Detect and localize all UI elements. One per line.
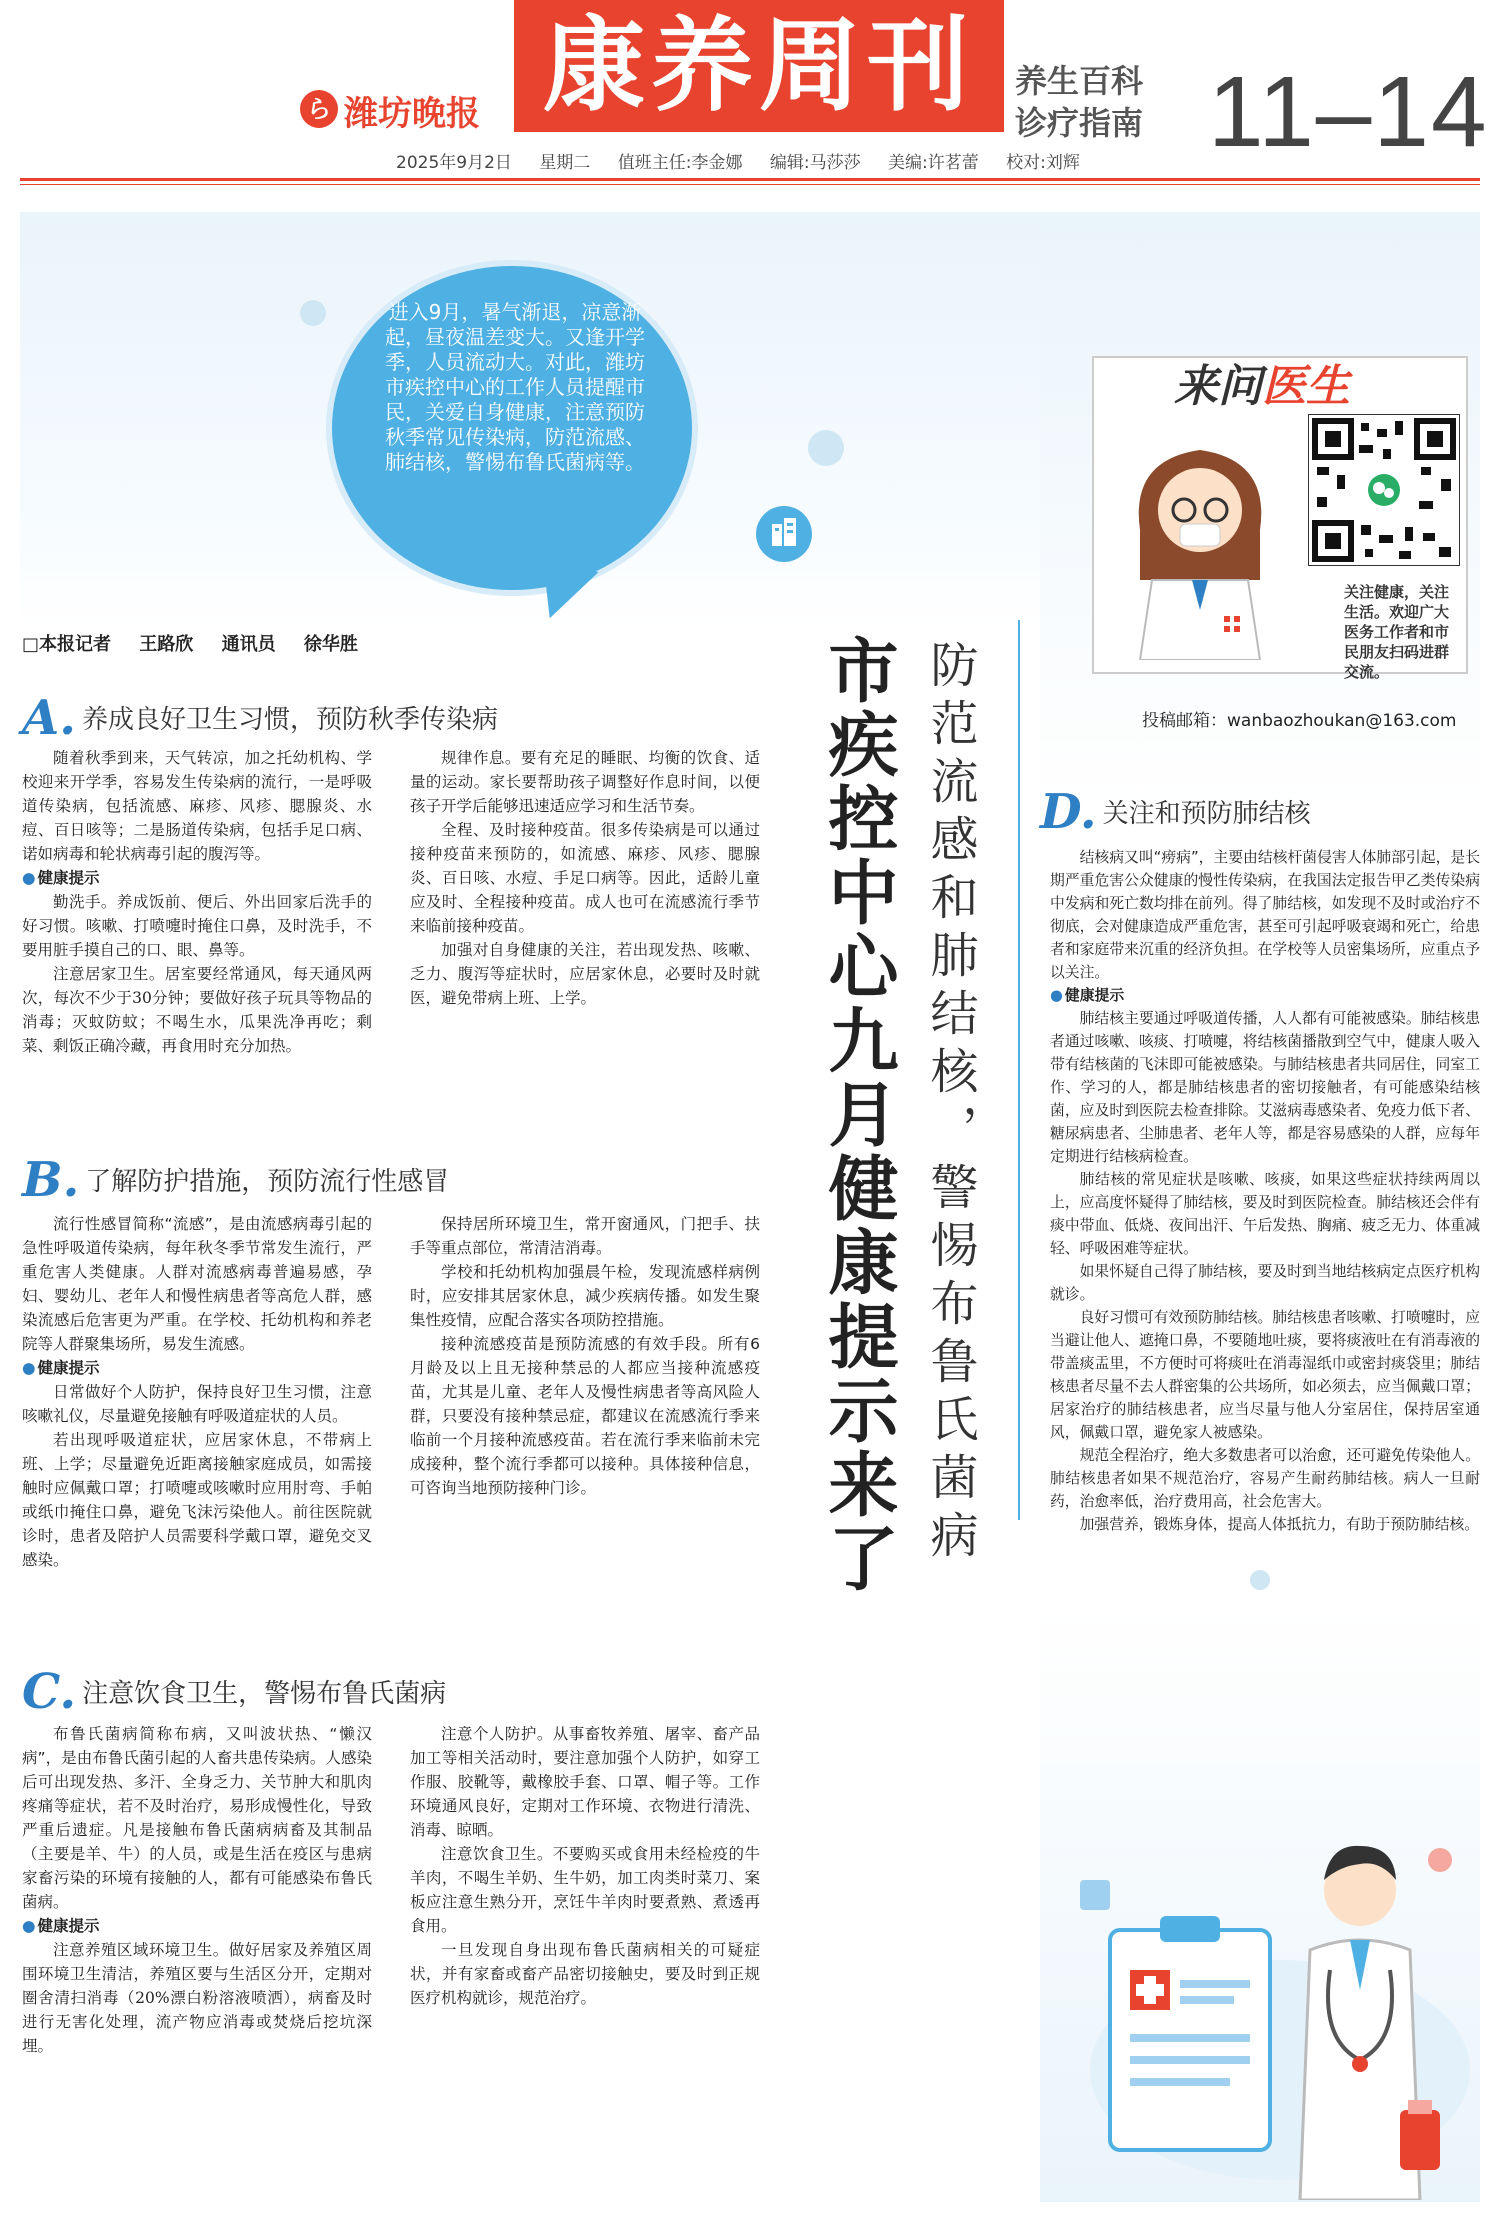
section-c-p5: 一旦发现自身出现布鲁氏菌病相关的可疑症状，并有家畜或畜产品密切接触史，要及时到正规医疗机构就诊，规范治疗。 xyxy=(410,1941,760,2007)
submission-email: 投稿邮箱：wanbaozhoukan@163.com xyxy=(1142,711,1457,731)
section-a-col-1 xyxy=(22,746,372,1058)
section-b-p4: 保持居所环境卫生，常开窗通风，门把手、扶手等重点部位，常清洁消毒。 xyxy=(410,1215,760,1257)
section-b-col-1 xyxy=(22,1212,372,1572)
byline-correspondent-name: 徐华胜 xyxy=(303,634,358,655)
section-d-heading xyxy=(1040,784,1311,840)
masthead-rule-thin xyxy=(20,184,1480,185)
editor: 编辑:马莎莎 xyxy=(769,153,861,173)
section-c-letter: C. xyxy=(22,1664,77,1720)
section-b-p5: 学校和托幼机构加强晨午检，发现流感样病例时，应安排其居家休息，减少疾病传播。如发生聚集性疫情，应配合落实各项防控措施。 xyxy=(410,1263,760,1329)
qr-code[interactable] xyxy=(1308,414,1460,566)
editor-on-duty: 值班主任:李金娜 xyxy=(617,153,743,173)
issue-date: 2025年9月2日 xyxy=(396,153,512,173)
section-b-tip: ● 健康提示 xyxy=(22,1356,372,1380)
masthead-rule xyxy=(20,178,1480,181)
section-c-col-2 xyxy=(410,1722,760,2010)
building-icon xyxy=(756,506,812,562)
byline-reporter-name: 王路欣 xyxy=(139,634,194,655)
section-c-title: 注意饮食卫生，警惕布鲁氏菌病 xyxy=(82,1679,447,1709)
section-a-p3: 注意居家卫生。居室要经常通风，每天通风两次，每次不少于30分钟；要做好孩子玩具等物品的消毒；灭蚊防蚊；不喝生水，瓜果洗净再吃；剩菜、剩饭正确冷藏，再食用时充分加热。 xyxy=(22,965,372,1055)
section-b-p3: 若出现呼吸道症状，应居家休息，不带病上班、上学；尽量避免近距离接触家庭成员，如需接触时应佩戴口罩；打喷嚏或咳嗽时应用肘弯、手帕或纸巾掩住口鼻，避免飞沫污染他人。前往医院就诊时，患者及陪护人员需要科学戴口罩，避免交叉感染。 xyxy=(22,1431,372,1569)
section-c-tip: ● 健康提示 xyxy=(22,1914,372,1938)
section-b-col-2 xyxy=(410,1212,760,1500)
headline-main: 市疾控中心九月健康提示来了 xyxy=(817,634,899,1596)
section-d-col xyxy=(1050,846,1480,1536)
newspaper-logo xyxy=(300,82,540,132)
masthead-subtitle-1: 养生百科 xyxy=(1015,62,1144,100)
section-b-heading xyxy=(22,1152,449,1208)
section-a-p4: 规律作息。要有充足的睡眠、均衡的饮食、适量的运动。家长要帮助孩子调整好作息时间，以便孩子开学后能够迅速适应学习和生活节奏。 xyxy=(410,749,760,815)
section-a-title: 养成良好卫生习惯，预防秋季传染病 xyxy=(81,705,498,735)
section-d-p1: 结核病又叫“痨病”，主要由结核杆菌侵害人体肺部引起，是长期严重危害公众健康的慢性传染病，在我国法定报告甲乙类传染病中发病和死亡数均排在前列。得了肺结核，如发现不及时或治疗不彻底，会对健康造成严重危害，甚至可引起呼吸衰竭和死亡，给患者和家庭带来沉重的经济负担。在学校等人员密集场所，应重点予以关注。 xyxy=(1050,849,1480,981)
section-d-title: 关注和预防肺结核 xyxy=(1102,799,1311,829)
section-c-p4: 注意饮食卫生。不要购买或食用未经检疫的牛羊肉，不喝生羊奶、生牛奶，加工肉类时菜刀、案板应注意生熟分开，烹饪牛羊肉时要煮熟、煮透再食用。 xyxy=(410,1845,760,1935)
section-d-p3: 肺结核的常见症状是咳嗽、咳痰，如果这些症状持续两周以上，应高度怀疑得了肺结核，要及时到医院检查。肺结核还会伴有痰中带血、低烧、夜间出汗、午后发热、胸痛、疲乏无力、体重减轻、呼吸困难等症状。 xyxy=(1050,1171,1480,1257)
section-c-p3: 注意个人防护。从事畜牧养殖、屠宰、畜产品加工等相关活动时，要注意加强个人防护，如穿工作服、胶靴等，戴橡胶手套、口罩、帽子等。工作环境通风良好，定期对工作环境、衣物进行清洗、消毒、晾晒。 xyxy=(410,1725,760,1839)
issue-weekday: 星期二 xyxy=(539,153,591,173)
issue-info-line xyxy=(396,148,1102,173)
section-b-p6: 接种流感疫苗是预防流感的有效手段。所有6月龄及以上且无接种禁忌的人都应当接种流感疫苗，尤其是儿童、老年人及慢性病患者等高风险人群，只要没有接种禁忌症，都建议在流感流行季来临前一个月接种流感疫苗。若在流行季来临前未完成接种，整个流行季都可以接种。具体接种信息，可咨询当地预防接种门诊。 xyxy=(410,1335,760,1497)
section-d-p6: 规范全程治疗，绝大多数患者可以治愈，还可避免传染他人。肺结核患者如果不规范治疗，容易产生耐药肺结核。病人一旦耐药，治愈率低，治疗费用高，社会危害大。 xyxy=(1050,1447,1480,1510)
logo-mark-icon: ら xyxy=(300,90,338,128)
masthead-subtitle-2: 诊疗指南 xyxy=(1015,104,1144,142)
section-c-p2: 注意养殖区域环境卫生。做好居家及养殖区周围环境卫生清洁，养殖区要与生活区分开，定期对圈舍清扫消毒（20%漂白粉溶液喷洒），病畜及时进行无害化处理，流产物应消毒或焚烧后挖坑深埋。 xyxy=(22,1941,372,2055)
masthead-title-box xyxy=(514,0,1004,132)
section-a-letter: A. xyxy=(22,690,76,746)
ask-doctor-title-b: 医生 xyxy=(1262,361,1350,412)
section-d-p7: 加强营养，锻炼身体，提高人体抵抗力，有助于预防肺结核。 xyxy=(1079,1516,1480,1533)
section-d-tip: ● 健康提示 xyxy=(1050,984,1480,1007)
section-a-p1: 随着秋季到来，天气转凉，加之托幼机构、学校迎来开学季，容易发生传染病的流行，一是呼吸道传染病，包括流感、麻疹、风疹、腮腺炎、水痘、百日咳等；二是肠道传染病，包括手足口病、诺如病毒和轮状病毒引起的腹泻等。 xyxy=(22,749,372,863)
ask-doctor-title xyxy=(1174,350,1350,414)
intro-text: 进入9月，暑气渐退，凉意渐起，昼夜温差变大。又逢开学季，人员流动大。对此，潍坊市疾控中心的工作人员提醒市民，关爱自身健康，注意预防秋季常见传染病，防范流感、肺结核，警惕布鲁氏菌病等。 xyxy=(385,300,645,474)
section-d-p2: 肺结核主要通过呼吸道传播，人人都有可能被感染。肺结核患者通过咳嗽、咳痰、打喷嚏，将结核菌播散到空气中，健康人吸入带有结核菌的飞沫即可能被感染。与肺结核患者共同居住，同室工作、学习的人，都是肺结核患者的密切接触者，有可能感染结核菌，应及时到医院去检查排除。艾滋病毒感染者、免疫力低下者、糖尿病患者、尘肺患者、老年人等，都是容易感染的人群，应每年定期进行结核病检查。 xyxy=(1050,1010,1480,1165)
section-b-p2: 日常做好个人防护，保持良好卫生习惯，注意咳嗽礼仪，尽量避免接触有呼吸道症状的人员。 xyxy=(22,1383,372,1425)
section-d-p4: 如果怀疑自己得了肺结核，要及时到当地结核病定点医疗机构就诊。 xyxy=(1050,1263,1480,1303)
section-c-col-1 xyxy=(22,1722,372,2058)
page-range: 11–14 xyxy=(1208,56,1489,168)
section-b-title: 了解防护措施，预防流行性感冒 xyxy=(85,1167,450,1197)
doctor-illustration xyxy=(1100,420,1300,660)
section-a-col-2 xyxy=(410,746,760,1010)
decor-dot xyxy=(808,430,844,466)
section-a-heading xyxy=(22,690,498,746)
section-a-tip: ● 健康提示 xyxy=(22,866,372,890)
byline xyxy=(22,630,380,656)
section-a-p2: 勤洗手。养成饭前、便后、外出回家后洗手的好习惯。咳嗽、打喷嚏时掩住口鼻，及时洗手，不要用脏手摸自己的口、眼、鼻等。 xyxy=(22,893,372,959)
masthead-title: 康养周刊 xyxy=(543,6,975,126)
section-c-heading xyxy=(22,1664,446,1720)
ask-doctor-title-a: 来问 xyxy=(1174,361,1262,412)
section-d-p5: 良好习惯可有效预防肺结核。肺结核患者咳嗽、打喷嚏时，应当避让他人、遮掩口鼻，不要随地吐痰，要将痰液吐在有消毒液的带盖痰盂里，不方便时可将痰吐在消毒湿纸巾或密封痰袋里；肺结核患者尽量不去人群密集的公共场所，如必须去，应当佩戴口罩；居家治疗的肺结核患者，应当尽量与他人分室居住，保持居室通风，佩戴口罩，避免家人被感染。 xyxy=(1050,1309,1480,1441)
byline-reporter-label: □本报记者 xyxy=(22,634,112,655)
section-b-letter: B. xyxy=(22,1152,80,1208)
headline-subtitle: 防范流感和肺结核，警惕布鲁氏菌病 xyxy=(922,640,978,1568)
decor-dot xyxy=(300,300,326,326)
logo-text: 潍坊晚报 xyxy=(344,94,480,134)
headline-divider xyxy=(1018,620,1020,1520)
qr-note: 关注健康，关注生活。欢迎广大医务工作者和市民朋友扫码进群交流。 xyxy=(1344,583,1450,681)
section-d-letter: D. xyxy=(1040,784,1097,840)
section-b-p1: 流行性感冒简称“流感”，是由流感病毒引起的急性呼吸道传染病，每年秋冬季节常发生流行，严重危害人类健康。人群对流感病毒普遍易感，孕妇、婴幼儿、老年人和慢性病患者等高危人群，感染流感后危害更为严重。在学校、托幼机构和养老院等人群聚集场所，易发生流感。 xyxy=(22,1215,372,1353)
section-a-p6: 加强对自身健康的关注，若出现发热、咳嗽、乏力、腹泻等症状时，应居家休息，必要时及时就医，避免带病上班、上学。 xyxy=(410,941,760,1007)
section-a-p5: 全程、及时接种疫苗。很多传染病是可以通过接种疫苗来预防的，如流感、麻疹、风疹、腮腺炎、百日咳、水痘、手足口病等。因此，适龄儿童应及时、全程接种疫苗。成人也可在流感流行季节来临前接种疫苗。 xyxy=(410,821,760,935)
byline-correspondent-label: 通讯员 xyxy=(221,634,276,655)
decor-dot xyxy=(1250,1570,1270,1590)
medical-illustration xyxy=(1060,1820,1480,2200)
proofreader: 校对:刘辉 xyxy=(1006,153,1080,173)
art-editor: 美编:许茗蕾 xyxy=(888,153,979,173)
section-c-p1: 布鲁氏菌病简称布病，又叫波状热、“懒汉病”，是由布鲁氏菌引起的人畜共患传染病。人感染后可出现发热、多汗、全身乏力、关节肿大和肌肉疼痛等症状，若不及时治疗，易形成慢性化，导致严重后遗症。凡是接触布鲁氏菌病病畜及其制品（主要是羊、牛）的人员，或是生活在疫区与患病家畜污染的环境有接触的人，都有可能感染布鲁氏菌病。 xyxy=(22,1725,372,1911)
